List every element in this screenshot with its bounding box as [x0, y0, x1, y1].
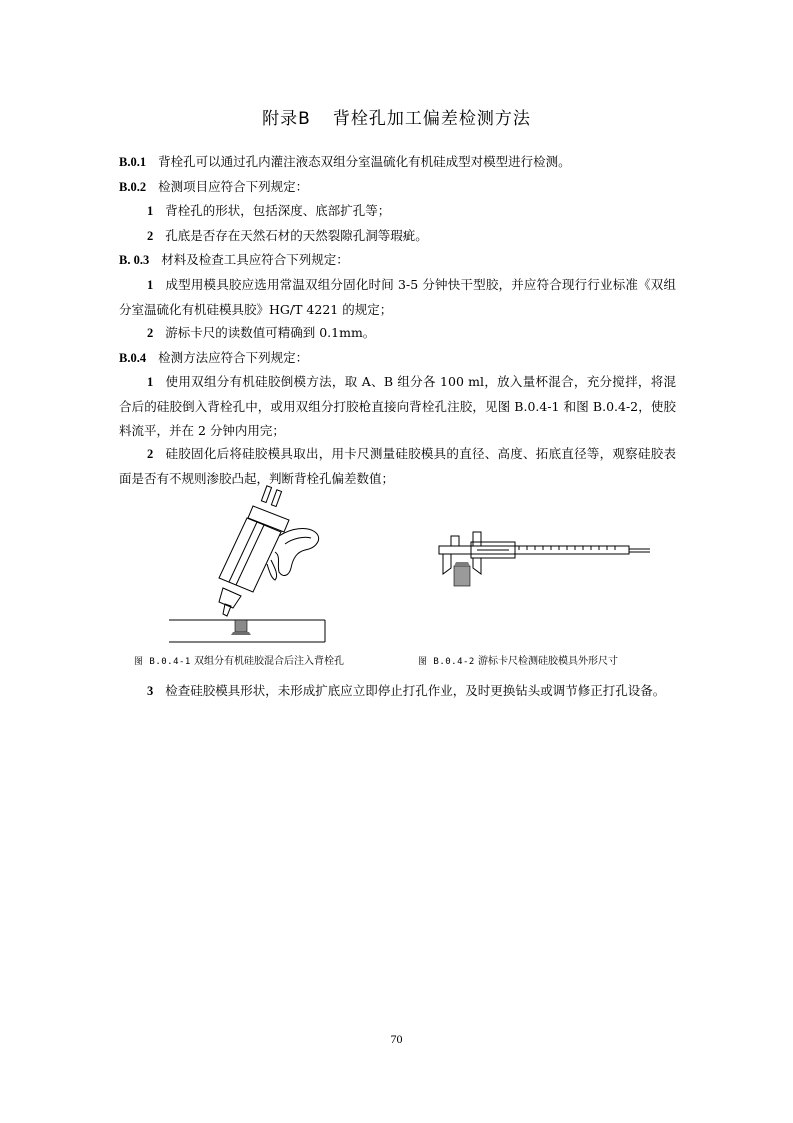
clause-item: [119, 370, 676, 442]
clause-number: B.0.4: [119, 350, 147, 365]
clause-b03: [119, 248, 676, 273]
figure-label: 图 B.0.4-1: [134, 657, 191, 667]
item-text: 游标卡尺的读数值可精确到 0.1mm。: [165, 325, 376, 341]
item-number: 3: [147, 684, 154, 698]
figures-row: [119, 484, 676, 674]
item-number: 1: [147, 375, 154, 390]
clause-item: [119, 199, 676, 224]
clause-b01: [119, 150, 676, 175]
clause-b04: [119, 346, 676, 371]
page-title: [0, 104, 793, 129]
figure-label: 图 B.0.4-2: [418, 657, 475, 667]
item-text: 背栓孔的形状，包括深度、底部扩孔等；: [165, 203, 391, 219]
clause-number: B.0.1: [119, 155, 147, 169]
clause-item: [119, 273, 676, 321]
clause-b02: [119, 175, 676, 200]
clause-item: [119, 224, 676, 249]
body-text: [119, 150, 676, 490]
item-text: 检查硅胶模具形状，未形成扩底应立即停止打孔作业，及时更换钻头或调节修正打孔设备。: [165, 683, 666, 698]
item-number: 2: [147, 228, 154, 243]
figure-caption-1: [134, 652, 344, 667]
item-text: 使用双组分有机硅胶倒模方法，取 A、B 组分各 100 ml，放入量杯混合，充分搅拌，将混合后的硅胶倒入背栓孔中，或用双组分打胶枪直接向背栓孔注胶，见图 B.0.4-1 和图 B.0.4-2，使胶料流平，并在 2 分钟内用完；: [119, 374, 676, 438]
clause-item: [119, 321, 676, 346]
figure-caption-text: 游标卡尺检测硅胶模具外形尺寸: [478, 656, 619, 667]
clause-text: 检测项目应符合下列规定：: [158, 178, 309, 194]
clause-item-after-figures: [119, 678, 676, 704]
page-number: 70: [390, 1032, 403, 1046]
clause-number: B. 0.3: [119, 253, 150, 268]
item-text: 成型用模具胶应选用常温双组分固化时间 3-5 分钟快干型胶，并应符合现行行业标准《双组分室温硫化有机硅模具胶》HG/T 4221 的规定；: [119, 276, 676, 317]
clause-text: 背栓孔可以通过孔内灌注液态双组分室温硫化有机硅成型对模型进行检测。: [158, 154, 571, 169]
item-number: 1: [147, 277, 154, 292]
item-number: 1: [147, 204, 154, 219]
item-number: 2: [147, 326, 154, 341]
clause-text: 检测方法应符合下列规定：: [158, 349, 309, 365]
appendix-label: 附录B: [262, 109, 311, 129]
figure-caption-text: 双组分有机硅胶混合后注入背栓孔: [194, 656, 345, 667]
appendix-title: 背栓孔加工偏差检测方法: [332, 109, 531, 129]
clause-text: 材料及检查工具应符合下列规定：: [161, 252, 349, 268]
item-text: 硅胶固化后将硅胶模具取出，用卡尺测量硅胶模具的直径、高度、拓底直径等，观察硅胶表面是否有不规则渗胶凸起，判断背栓孔偏差数值；: [119, 446, 676, 486]
figure-caption-2: [418, 652, 618, 667]
glue-gun-figure: [167, 484, 327, 644]
item-text: 孔底是否存在天然石材的天然裂隙孔洞等瑕疵。: [165, 227, 428, 243]
item-number: 2: [147, 447, 154, 462]
caliper-figure: [437, 528, 652, 588]
clause-number: B.0.2: [119, 179, 147, 194]
